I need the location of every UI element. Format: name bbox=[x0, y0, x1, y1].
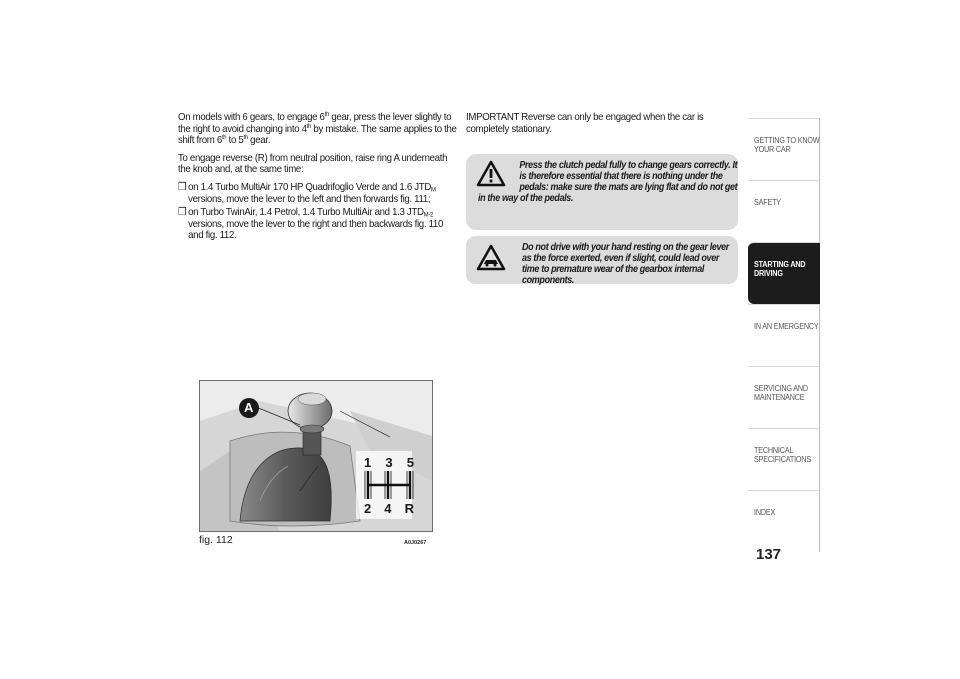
gear-label-2: 2 bbox=[364, 501, 372, 516]
warning-text-gear-lever: Do not drive with your hand resting on the gear lever as the force exerted, even if slight, could lead over time to premature wear of the gearbox internal components. bbox=[522, 242, 729, 286]
gear-gate-diagram bbox=[364, 471, 414, 499]
gear-label-3: 3 bbox=[385, 455, 393, 470]
tab-in-an-emergency[interactable]: IN AN EMERGENCY bbox=[748, 304, 820, 366]
tab-technical-specifications[interactable]: TECHNICAL SPECIFICATIONS bbox=[748, 428, 820, 490]
warning-box-gear-lever bbox=[466, 236, 738, 284]
chapter-tabs bbox=[748, 118, 820, 552]
bullet-item-left-forward: ❒ on 1.4 Turbo MultiAir 170 HP Quadrifoglio Verde and 1.6 JTDM versions, move the lever to the left and then forwards fig. 111; bbox=[178, 180, 436, 205]
tab-servicing-and-maintenance[interactable]: SERVICING AND MAINTENANCE bbox=[748, 366, 820, 428]
gear-shift-pattern bbox=[364, 455, 414, 517]
checkbox-bullet-icon: ❒ bbox=[178, 180, 187, 193]
warning-text-clutch: Press the clutch pedal fully to change gears correctly. It is therefore essential that there is nothing under the pedals: make sure the mats are lying flat and do not get in the way of the pedals. bbox=[478, 160, 738, 204]
tab-getting-to-know-your-car[interactable]: GETTING TO KNOW YOUR CAR bbox=[748, 118, 820, 180]
left-column bbox=[178, 112, 460, 244]
gear-label-5: 5 bbox=[406, 455, 414, 470]
gear-lever-figure bbox=[199, 380, 433, 532]
six-gear-paragraph: On models with 6 gears, to engage 6th gear, press the lever slightly to the right to avoid changing into 4th by mistake. The same applies to the shift from 6th to 5th gear. bbox=[178, 111, 457, 147]
tab-index[interactable]: INDEX bbox=[748, 490, 820, 552]
figure-code: A0J0267 bbox=[404, 540, 427, 546]
reverse-paragraph: To engage reverse (R) from neutral position, raise ring A underneath the knob and, at the same time: bbox=[178, 151, 448, 176]
tab-safety[interactable]: SAFETY bbox=[748, 180, 820, 242]
label-a-text: A bbox=[244, 400, 254, 415]
checkbox-bullet-icon: ❒ bbox=[178, 206, 187, 219]
bullet-item-right-backward: ❒ on Turbo TwinAir, 1.4 Petrol, 1.4 Turbo MultiAir and 1.3 JTDM-2 versions, move the lever to the right and then backwards fig. 110 and fig. 112. bbox=[178, 206, 444, 242]
gear-label-4: 4 bbox=[384, 501, 392, 516]
car-warning-triangle-icon bbox=[476, 244, 506, 271]
gear-label-r: R bbox=[404, 501, 414, 516]
page-number: 137 bbox=[756, 546, 782, 563]
warning-box-clutch bbox=[466, 154, 738, 230]
gear-label-1: 1 bbox=[364, 455, 372, 470]
figure-caption: fig. 112 bbox=[199, 534, 233, 546]
important-note: IMPORTANT Reverse can only be engaged when the car is completely stationary. bbox=[466, 111, 704, 135]
right-column bbox=[466, 111, 742, 286]
tab-starting-and-driving[interactable]: STARTING AND DRIVING bbox=[748, 242, 820, 304]
